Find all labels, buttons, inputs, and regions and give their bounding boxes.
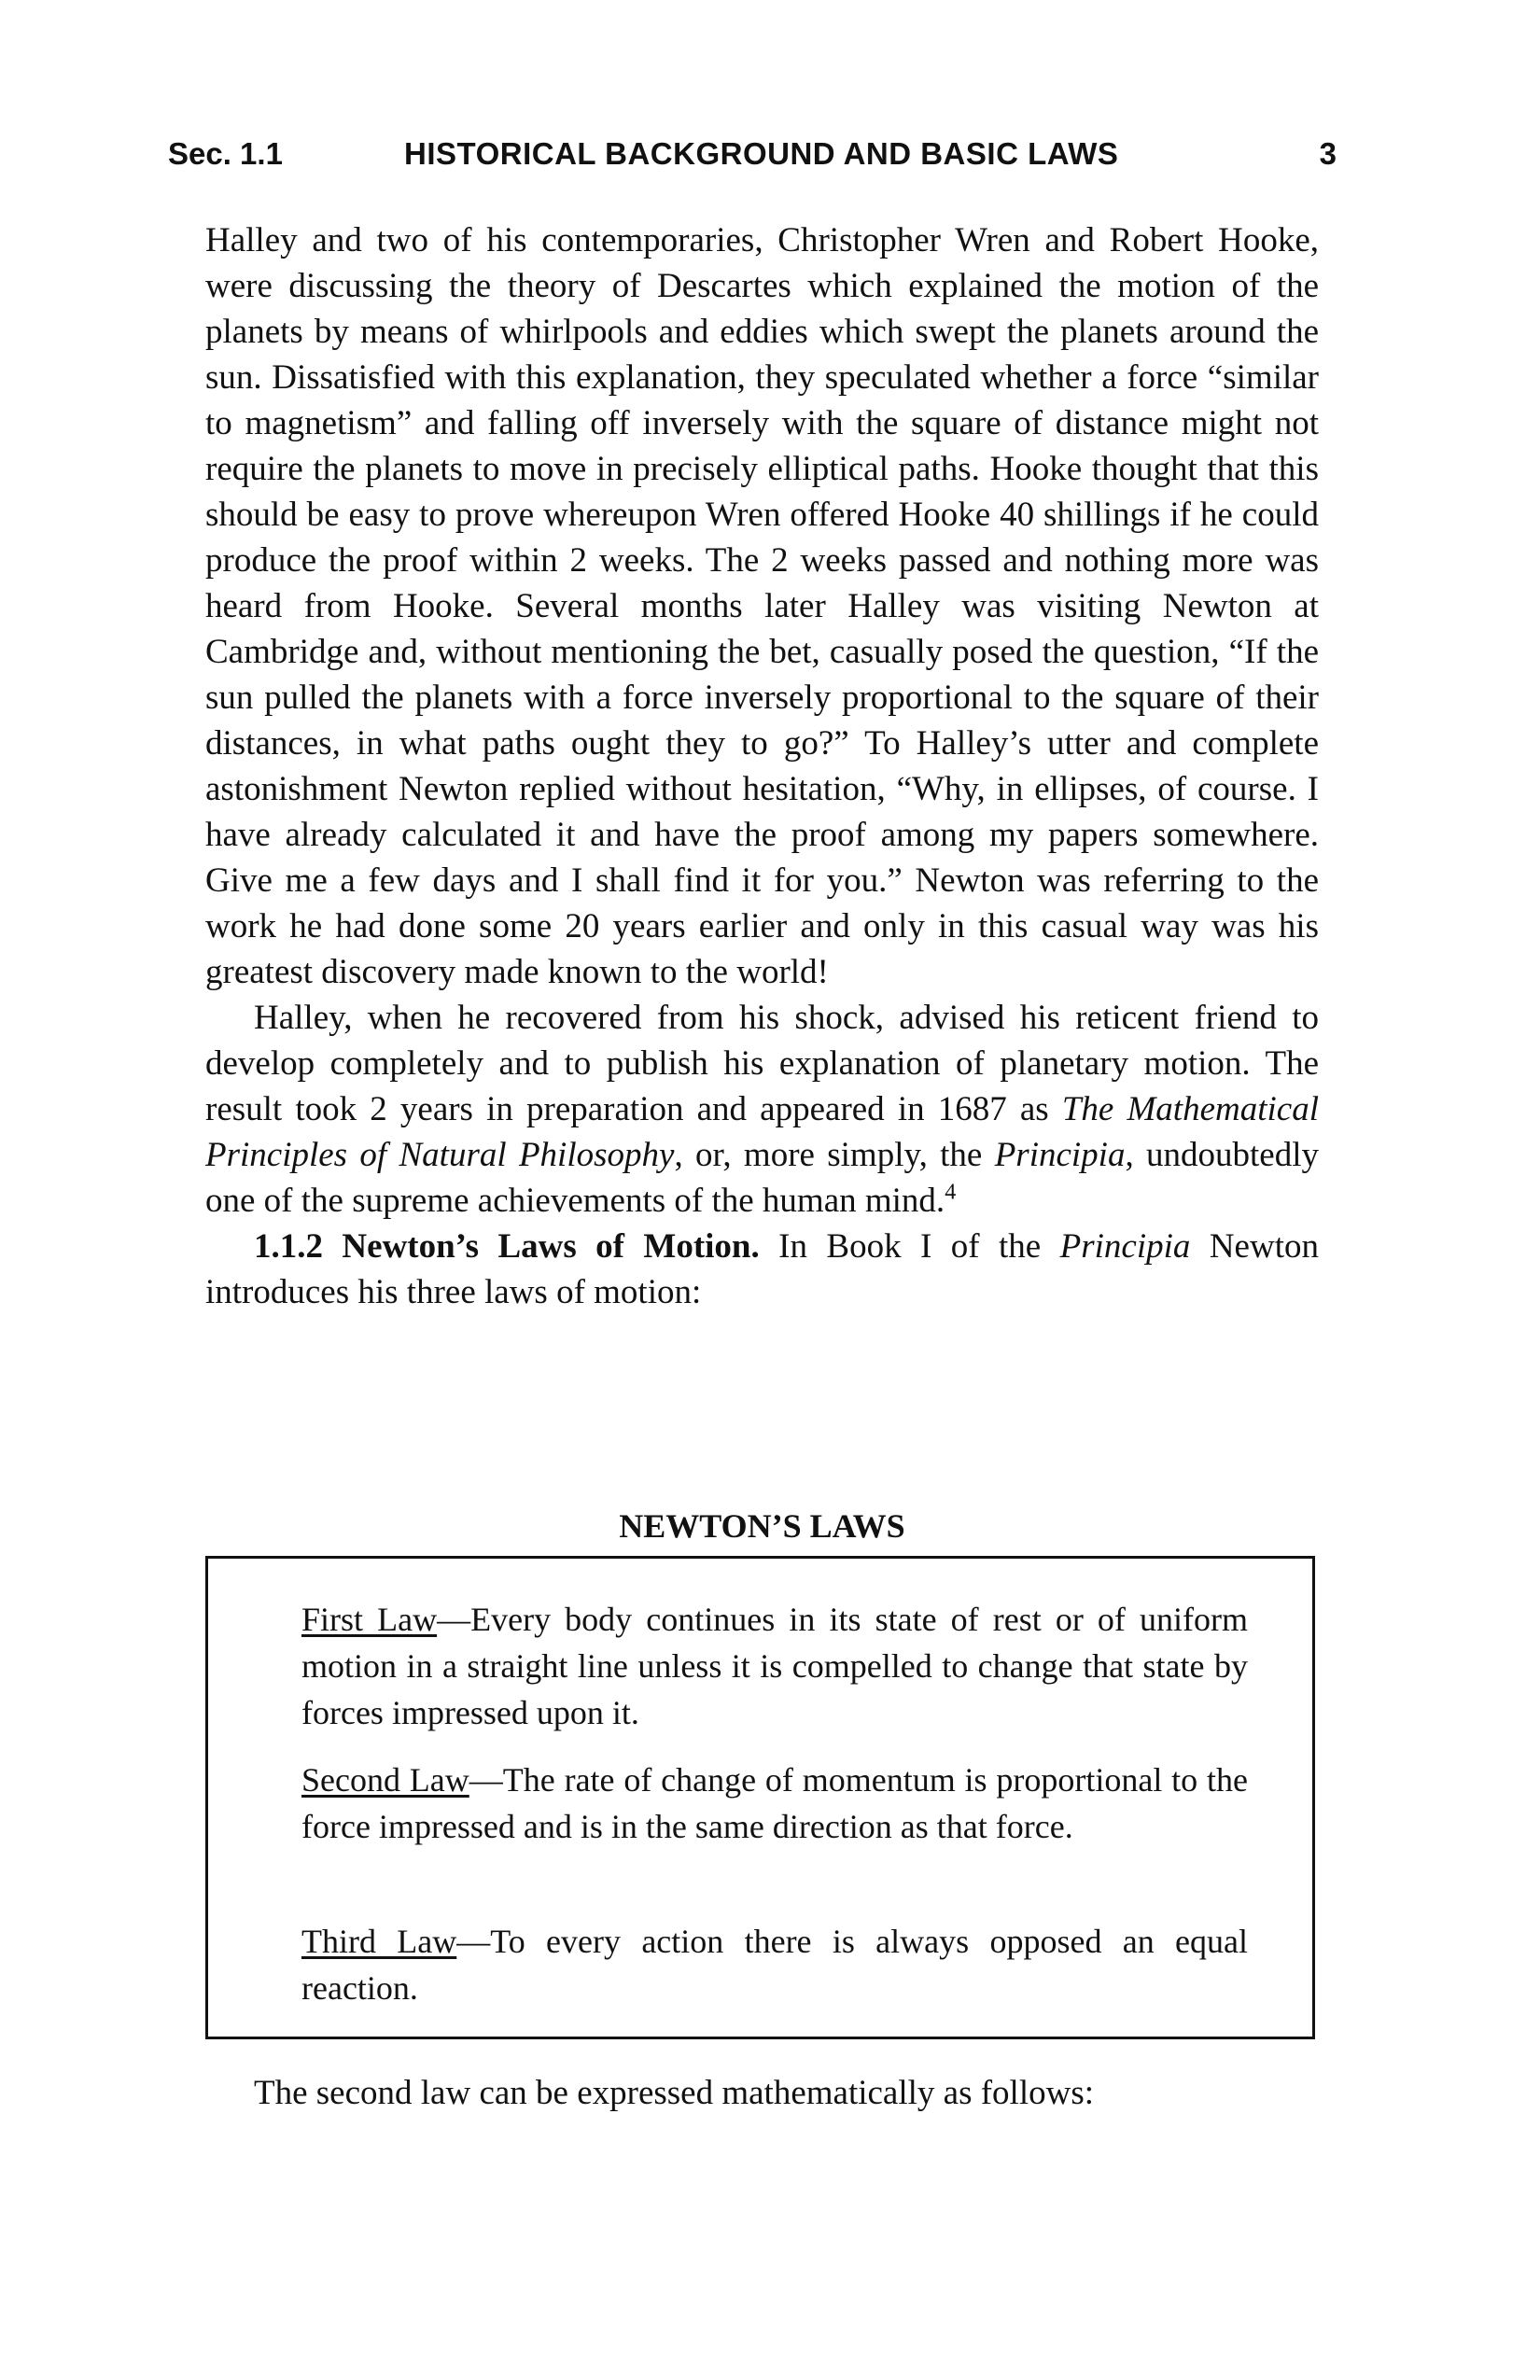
- law-name: Third Law: [301, 1923, 457, 1960]
- second-law: [301, 1757, 1248, 1850]
- book-title: The Mathematical Principles of Natural Philosophy: [205, 1090, 1319, 1174]
- law-name: First Law: [301, 1601, 438, 1638]
- paragraph-text: , undoubtedly one of the supreme achievements of the human mind.: [205, 1136, 1320, 1220]
- law-text: —The rate of change of momentum is proportional to the force impressed and is in the same direction as that force.: [301, 1761, 1248, 1845]
- paragraph-text: Halley, when he recovered from his shock, advised his reticent friend to develop completely and to publish his explanation of planetary motion. The result took 2 years in preparation and appeared in 1687 as: [205, 999, 1319, 1128]
- paragraph-halley-bet: Halley and two of his contemporaries, Christopher Wren and Robert Hooke, were discussing the theory of Descartes which explained the motion of the planets by means of whirlpools and eddies which swept the planets around the sun. Dissatisfied with this explanation, they speculated whether a force “similar to magnetism” and falling off inversely with the square of distance might not require the planets to move in precisely elliptical paths. Hooke thought that this should be easy to prove whereupon Wren offered Hooke 40 shillings if he could produce the proof within 2 weeks. The 2 weeks passed and nothing more was heard from Hooke. Several months later Halley was visiting Newton at Cambridge and, without mentioning the bet, casually posed the question, “If the sun pulled the planets with a force inversely proportional to the square of their distances, in what paths ought they to go?” To Halley’s utter and complete astonishment Newton replied without hesitation, “Why, in ellipses, of course. I have already calculated it and have the proof among my papers somewhere. Give me a few days and I shall find it for you.” Newton was referring to the work he had done some 20 years earlier and only in this casual way was his greatest discovery made known to the world!: [205, 221, 1319, 991]
- page-number: 3: [1319, 136, 1337, 171]
- principia-title: Principia: [1059, 1227, 1191, 1266]
- paragraph-text: Newton introduces his three laws of motion:: [205, 1227, 1319, 1311]
- footnote-marker: 4: [945, 1180, 957, 1205]
- third-law: [301, 1918, 1248, 2011]
- second-law-intro: The second law can be expressed mathematically as follows:: [254, 2074, 1095, 2112]
- section-number: Sec. 1.1: [168, 136, 283, 171]
- law-text: —Every body continues in its state of rest or of uniform motion in a straight line unless it is compelled to change that state by forces impressed upon it.: [301, 1601, 1248, 1731]
- paragraph-principia: [205, 995, 1319, 1224]
- laws-box-title: NEWTON’S LAWS: [619, 1507, 905, 1545]
- subsection-heading: 1.1.2 Newton’s Laws of Motion.: [254, 1227, 760, 1266]
- first-law: [301, 1596, 1248, 1736]
- law-name: Second Law: [301, 1761, 469, 1799]
- paragraph-laws-intro: [205, 1224, 1319, 1315]
- paragraph-text: In Book I of the: [759, 1227, 1060, 1266]
- newtons-laws-box: [205, 1556, 1315, 2039]
- law-text: —To every action there is always opposed an equal reaction.: [301, 1923, 1248, 2007]
- running-header: [168, 131, 1337, 177]
- principia-title: Principia: [994, 1136, 1126, 1174]
- paragraph-text: , or, more simply, the: [674, 1136, 995, 1174]
- running-title: HISTORICAL BACKGROUND AND BASIC LAWS: [404, 136, 1119, 171]
- body-text: [205, 217, 1319, 1315]
